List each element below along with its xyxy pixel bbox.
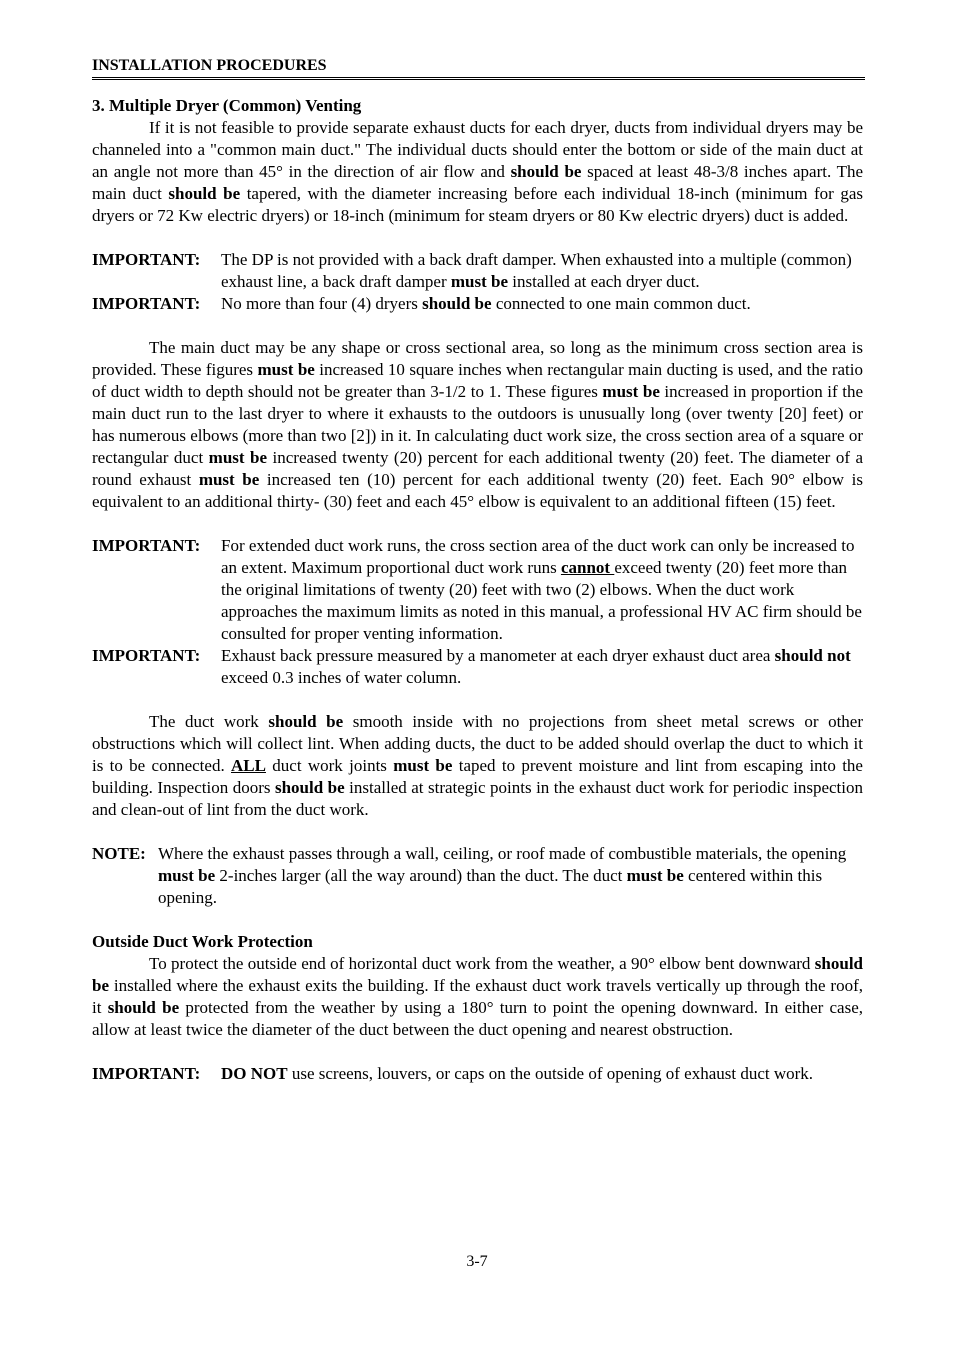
- important-four-dryers: IMPORTANT: No more than four (4) dryers should be connected to one main common duct.: [92, 294, 751, 313]
- important-extended-duct-runs: IMPORTANT: For extended duct work runs, the cross section area of the duct work can only be increased to an extent. Maximum proportional duct work runs cannot exceed twenty (20) feet more than the original limitations of twenty (20) feet with two (2) elbows. When the duct work approaches the maximum limits as noted in this manual, a professional HV AC firm should be consulted for proper venting information.: [92, 536, 862, 643]
- important-back-pressure: IMPORTANT: Exhaust back pressure measured by a manometer at each dryer exhaust duct area should not exceed 0.3 inches of water column.: [92, 646, 851, 687]
- note-combustible-materials: NOTE: Where the exhaust passes through a wall, ceiling, or roof made of combustible materials, the opening must be 2-inches larger (all the way around) than the duct. The duct must be centered within this opening.: [92, 844, 847, 907]
- header-rule: [92, 77, 865, 80]
- document-page: [92, 55, 863, 1085]
- subsection-title: Outside Duct Work Protection: [92, 932, 313, 951]
- paragraph-main-duct-shape: The main duct may be any shape or cross sectional area, so long as the minimum cross section area is provided. These figures must be increased 10 square inches when rectangular main ducting is used, and the ratio of duct width to depth should not be greater than 3-1/2 to 1. These figures must be increased in proportion if the main duct run to the last dryer to where it exhausts to the outdoors is unusually long (over twenty [20] feet) or has numerous elbows (more than two [2]) in it. In calculating duct work size, the cross section area of a square or rectangular duct must be increased twenty (20) percent for each additional twenty (20) feet. The diameter of a round exhaust must be increased ten (10) percent for each additional twenty (20) feet. Each 90° elbow is equivalent to an additional thirty- (30) feet and each 45° elbow is equivalent to an additional fifteen (15) feet.: [92, 338, 864, 511]
- important-do-not-use-screens: IMPORTANT: DO NOT use screens, louvers, or caps on the outside of opening of exhaust duct work.: [92, 1064, 814, 1083]
- paragraph-duct-work-smooth: The duct work should be smooth inside with no projections from sheet metal screws or other obstructions which will collect lint. When adding ducts, the duct to be added should overlap the duct to which it is to be connected. ALL duct work joints must be taped to prevent moisture and lint from escaping into the building. Inspection doors should be installed at strategic points in the exhaust duct work for periodic inspection and clean-out of lint from the duct work.: [92, 712, 863, 819]
- paragraph-outside-protection: To protect the outside end of horizontal duct work from the weather, a 90° elbow bent downward should be installed where the exhaust exits the building. If the exhaust duct work travels vertically up through the roof, it should be protected from the weather by using a 180° turn to point the opening downward. In either case, allow at least twice the diameter of the duct between the duct opening and nearest obstruction.: [92, 954, 864, 1039]
- important-back-draft-damper: IMPORTANT: The DP is not provided with a back draft damper. When exhausted into a multiple (common) exhaust line, a back draft damper must be installed at each dryer duct.: [92, 250, 852, 291]
- paragraph-common-main-duct: If it is not feasible to provide separate exhaust ducts for each dryer, ducts from individual dryers may be channeled into a "common main duct." The individual ducts should enter the bottom or side of the main duct at an angle not more than 45° in the direction of air flow and should be spaced at least 48-3/8 inches apart. The main duct should be tapered, with the diameter increasing before each individual 18-inch (minimum for gas dryers or 72 Kw electric dryers) or 18-inch (minimum for steam dryers or 80 Kw electric dryers) duct is added.: [92, 118, 864, 225]
- page-number: 3-7: [466, 1253, 488, 1270]
- section-title: 3. Multiple Dryer (Common) Venting: [92, 96, 362, 115]
- running-header: INSTALLATION PROCEDURES: [92, 57, 327, 74]
